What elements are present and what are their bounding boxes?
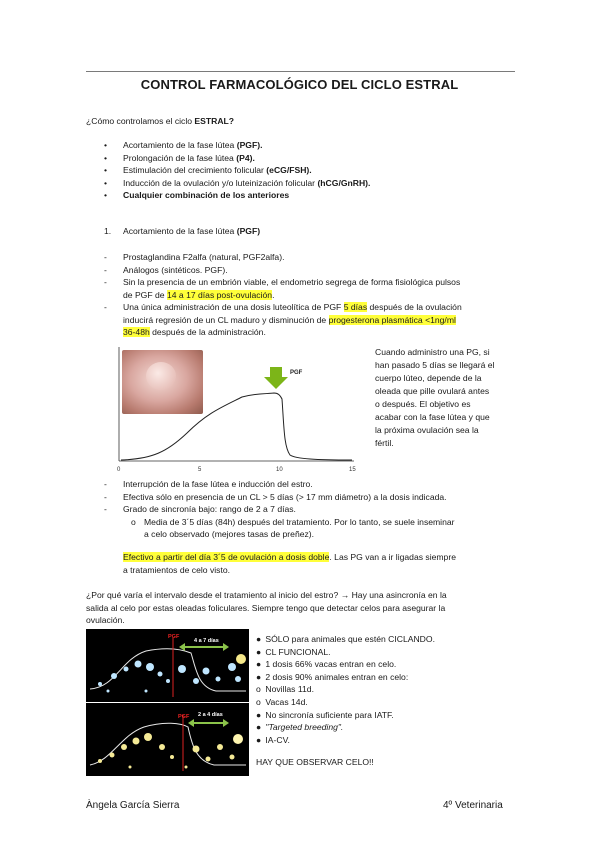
para-line: ¿Por qué varía el intervalo desde el tratamiento al inicio del estro? → Hay una asincronía en la — [86, 590, 447, 600]
highlight-text: 36-48h — [123, 327, 150, 337]
condition-item — [256, 646, 435, 659]
item-text: Novillas 11d. — [265, 684, 314, 695]
side-line: acabar con la fase lútea y que — [375, 412, 490, 422]
bullet-dot: ● — [256, 709, 262, 720]
side-line: fértil. — [375, 438, 394, 448]
item-text: de PGF de — [123, 289, 167, 300]
days-range-label: 4 a 7 días — [194, 638, 219, 644]
page-title: CONTROL FARMACOLÓGICO DEL CICLO ESTRAL — [140, 77, 459, 92]
pgf-marker-label: PGF — [290, 370, 303, 376]
list-item-cont — [104, 289, 462, 302]
item-text: IA-CV. — [265, 734, 290, 745]
dash-bullet: - — [104, 264, 107, 275]
method-bold: (P4). — [236, 152, 255, 163]
method-bold: (eCG/FSH). — [266, 165, 312, 175]
para-line: salida al celo por estas oleadas foliculares. Siempre tengo que detectar celos para asegurar la — [86, 602, 446, 613]
x-tick: 5 — [198, 467, 202, 473]
item-text: No sincronía suficiente para IATF. — [265, 709, 394, 720]
circle-bullet: o — [131, 516, 136, 527]
item-text: a tratamientos de celo visto. — [123, 564, 230, 575]
condition-item — [256, 721, 435, 734]
observe-warning: HAY QUE OBSERVAR CELO!! — [256, 757, 374, 767]
dominant-follicle — [236, 654, 246, 664]
bullet-dot: • — [104, 152, 108, 163]
bullet-dot: ● — [256, 659, 262, 670]
item-text: Media de 3´5 días (84h) después del tratamiento. Por lo tanto, se suele inseminar — [144, 516, 455, 527]
section-bold: (PGF) — [236, 226, 261, 236]
method-item — [104, 177, 370, 190]
method-bold: (hCG/GnRH). — [317, 177, 371, 188]
methods-list — [104, 139, 370, 202]
item-text: 2 dosis 90% animales entran en celo: — [265, 671, 409, 682]
side-line: Cuando administro una PG, si — [375, 347, 490, 357]
bullet-dot: ● — [256, 722, 262, 733]
item-text: después de la administración. — [149, 327, 266, 337]
progesterone-figure — [112, 347, 362, 475]
item-text: Análogos (sintéticos. PGF). — [123, 264, 228, 275]
item-text: Sin la presencia de un embrión viable, el endometrio segrega de forma fisiológica pulsos — [123, 277, 461, 287]
item-text: CL FUNCIONAL. — [265, 646, 331, 657]
bullet-dot: • — [104, 140, 108, 150]
list-item — [104, 301, 462, 314]
sub-item-cont — [104, 528, 455, 541]
follicle-wave-figure-top — [86, 629, 249, 702]
item-text: después de la ovulación — [367, 302, 462, 312]
highlight-text: Efectivo a partir del día 3´5 de ovulación a dosis doble — [123, 552, 330, 562]
conditions-list — [256, 633, 435, 746]
item-text: . — [272, 289, 275, 300]
days-range-label: 2 a 4 días — [198, 712, 223, 718]
sub-item — [104, 516, 455, 529]
side-line: han pasado 5 días se llegará el — [375, 360, 495, 370]
bullet-dot: • — [104, 190, 108, 200]
method-item — [104, 139, 370, 152]
list-item — [104, 478, 455, 491]
method-text: Acortamiento de la fase lútea — [123, 140, 237, 150]
item-text: Una única administración de una dosis luteolítica de PGF — [123, 302, 344, 312]
footer-author: Àngela García Sierra — [86, 800, 180, 811]
condition-item — [256, 633, 435, 646]
item-text: a celo observado (mejores tasas de preñez). — [144, 529, 315, 539]
question-bold: ESTRAL? — [194, 116, 235, 126]
item-text: Prostaglandina F2alfa (natural, PGF2alfa). — [123, 252, 285, 262]
side-line: o después. El objetivo es — [375, 399, 471, 409]
pgf-label: PGF — [178, 714, 190, 720]
wave-curve — [90, 649, 246, 691]
list-item-cont — [104, 326, 462, 339]
corpus-luteum-shape — [146, 362, 176, 390]
intro-question — [86, 115, 234, 128]
follicle-dots — [98, 733, 235, 769]
item-text: Grado de sincronía bajo: rango de 2 a 7 días. — [123, 504, 296, 514]
list-item — [104, 276, 462, 289]
method-text: Inducción de la ovulación y/o luteinización folicular — [123, 177, 318, 188]
highlight-text: progesterona plasmática <1ng/ml — [328, 314, 456, 325]
follicle-wave-figure-bottom — [86, 703, 249, 776]
item-text: inducirá regresión de un CL maduro y disminución de — [123, 314, 329, 325]
item-text: Interrupción de la fase lútea e inducción del estro. — [123, 479, 313, 489]
effects-list — [104, 478, 455, 541]
method-text: Cualquier combinación de los anteriores — [123, 190, 290, 200]
condition-item — [256, 671, 435, 684]
item-text: Efectiva sólo en presencia de un CL > 5 días (> 17 mm diámetro) a la dosis indicada. — [123, 491, 447, 502]
method-text: Prolongación de la fase lútea — [123, 152, 237, 163]
wave-curve — [90, 723, 246, 765]
list-item — [104, 264, 462, 277]
list-item — [104, 491, 455, 504]
method-item — [104, 164, 370, 177]
condition-item — [256, 734, 435, 747]
item-text: "Targeted breeding". — [265, 722, 344, 733]
bullet-dot: • — [104, 165, 108, 175]
arrow-head-right — [223, 643, 229, 651]
circle-bullet: o — [256, 684, 261, 695]
method-bold: (PGF). — [236, 140, 263, 150]
bullet-dot: • — [104, 177, 108, 188]
section-heading — [104, 225, 260, 238]
dash-bullet: - — [104, 504, 107, 514]
bullet-dot: ● — [256, 734, 262, 745]
item-text: SÓLO para animales que estén CICLANDO. — [265, 634, 435, 644]
condition-item — [256, 709, 435, 722]
wave-top-svg — [86, 629, 249, 702]
side-line: oleada que pille ovulará antes — [375, 386, 490, 396]
follicle-dots — [98, 661, 241, 693]
para-line: ovulación. — [86, 615, 125, 625]
side-note — [375, 346, 515, 450]
header-rule — [86, 71, 515, 72]
method-item — [104, 152, 370, 165]
condition-item — [256, 658, 435, 671]
bullet-dot: ● — [256, 634, 262, 644]
asynchrony-paragraph — [86, 589, 447, 627]
condition-subitem — [256, 683, 435, 696]
side-line: cuerpo lúteo, depende de la — [375, 373, 482, 383]
pgf-arrow-icon — [264, 367, 288, 389]
bullet-dot: ● — [256, 671, 262, 682]
item-text: . Las PG van a ir ligadas siempre — [329, 552, 456, 562]
pgf-label: PGF — [168, 634, 180, 640]
dash-bullet: - — [104, 252, 107, 262]
highlight-text: 14 a 17 días post-ovulación — [166, 289, 273, 300]
dash-bullet: - — [104, 302, 107, 312]
circle-bullet: o — [256, 696, 261, 707]
dash-bullet: - — [104, 277, 107, 287]
list-item — [104, 251, 462, 264]
method-text: Estimulación del crecimiento folicular — [123, 165, 267, 175]
side-line: la próxima ovulación sea la — [375, 425, 479, 435]
dominant-follicle — [233, 734, 243, 744]
x-tick: 10 — [276, 467, 283, 473]
effective-note — [123, 551, 456, 576]
footer-course: 4º Veterinaria — [443, 800, 503, 811]
pgf-list — [104, 251, 462, 339]
item-text: 1 dosis 66% vacas entran en celo. — [265, 659, 397, 670]
section-text: Acortamiento de la fase lútea — [123, 226, 237, 236]
item-text: Vacas 14d. — [265, 696, 308, 707]
condition-subitem — [256, 696, 435, 709]
method-item — [104, 189, 370, 202]
ovary-photo — [122, 350, 203, 414]
x-tick: 15 — [349, 467, 356, 473]
dash-bullet: - — [104, 479, 107, 489]
highlight-text: 5 días — [343, 302, 368, 312]
dash-bullet: - — [104, 491, 107, 502]
section-number: 1. — [104, 226, 112, 236]
list-item-cont — [104, 314, 462, 327]
x-tick: 0 — [117, 467, 121, 473]
arrow-head-right — [223, 719, 229, 727]
bullet-dot: ● — [256, 646, 262, 657]
question-text: ¿Cómo controlamos el ciclo — [86, 116, 195, 126]
wave-bottom-svg — [86, 703, 249, 776]
list-item — [104, 503, 455, 516]
arrow-head-left — [188, 719, 194, 727]
